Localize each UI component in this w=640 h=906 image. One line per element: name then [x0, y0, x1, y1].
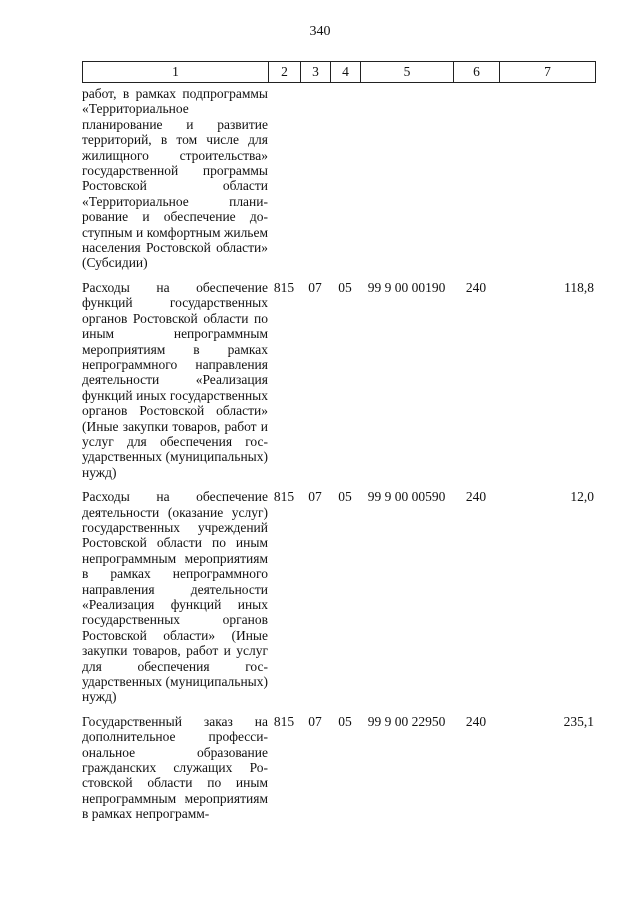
row-col-4: 05 [338, 279, 352, 295]
table-row [82, 86, 596, 271]
row-col-3: 07 [308, 279, 322, 295]
row-col-7: 235,1 [563, 713, 594, 729]
row-col-6 [453, 86, 499, 271]
header-col-2: 2 [269, 62, 301, 82]
row-col-3: 07 [308, 713, 322, 729]
header-col-3: 3 [301, 62, 331, 82]
table-body [82, 86, 596, 822]
row-col-5: 99 9 00 00190 [367, 279, 446, 295]
row-col-5: 99 9 00 00590 [367, 489, 446, 505]
table-header-row [82, 61, 596, 83]
row-col-7: 118,8 [564, 279, 594, 295]
header-col-4: 4 [331, 62, 361, 82]
table-row [82, 280, 596, 480]
row-col-4: 05 [338, 489, 352, 505]
row-col-4 [330, 86, 360, 271]
row-col-4: 05 [338, 713, 352, 729]
row-col-7 [499, 86, 596, 271]
row-col-2: 815 [273, 279, 295, 295]
row-col-3: 07 [308, 489, 322, 505]
table-row [82, 714, 596, 822]
row-description: Расходы на обеспечение функций государственных органов Ростовской области по иным непрограммным мероприятиям в рамках непрограммного направления деятельности «Реализация функций иных государственных органов Ростовской области» (Иные закупки товаров, работ и услуг для обеспечения государственных (муниципальных) нужд) [82, 279, 268, 480]
row-col-2 [268, 86, 300, 271]
row-description: работ, в рамках подпрограммы «Территориальное планирование и развитие территорий, в том числе для жилищного строительства» государственной программы Ростовской области «Территориальное планирование и обеспечение доступным и комфортным жильем населения Ростовской области» (Субсидии) [82, 86, 268, 271]
header-col-6: 6 [454, 62, 500, 82]
page-number: 340 [309, 24, 331, 39]
row-col-5: 99 9 00 22950 [367, 713, 446, 729]
row-col-6: 240 [465, 489, 487, 505]
row-description: Расходы на обеспечение деятельности (оказание услуг) государственных учреждений Ростовской области по иным непрограммным мероприятиям в рамках непрограммного направления деятельности «Реализация функций иных государственных органов Ростовской области» (Иные закупки товаров, работ и услуг для обеспечения государственных (муниципальных) нужд) [82, 489, 268, 705]
header-col-1: 1 [83, 62, 269, 82]
table-row [82, 489, 596, 705]
header-col-5: 5 [361, 62, 454, 82]
row-col-5 [360, 86, 453, 271]
row-col-2: 815 [273, 489, 295, 505]
row-description: Государственный заказ на дополнительное профессиональное образование гражданских служащих Ростовской области по иным непрограммным мероприятиям в рамках непрограмм- [82, 713, 268, 822]
row-col-3 [300, 86, 330, 271]
row-col-6: 240 [465, 279, 487, 295]
header-col-7: 7 [544, 64, 551, 79]
row-col-2: 815 [273, 713, 295, 729]
row-col-6: 240 [465, 713, 487, 729]
row-col-7: 12,0 [570, 489, 594, 505]
